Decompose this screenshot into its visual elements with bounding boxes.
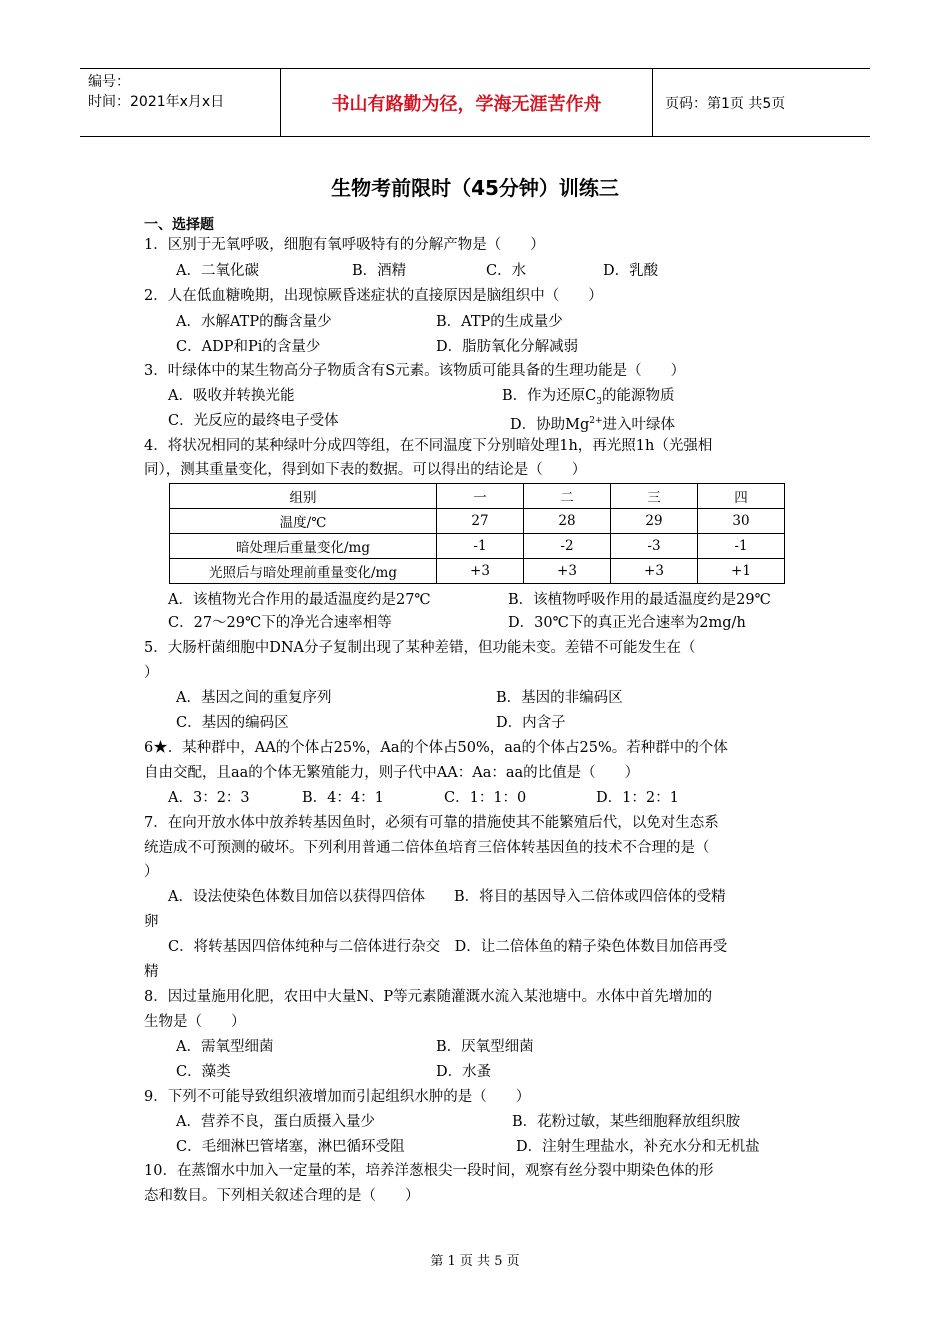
table-header-cell: 组别 (170, 484, 437, 509)
q1-option-d: D．乳酸 (603, 263, 659, 279)
table-cell: -1 (437, 534, 524, 559)
q3-option-c: C．光反应的最终电子受体 (168, 413, 339, 429)
q3-option-a: A．吸收并转换光能 (168, 388, 295, 404)
q4-option-b: B．该植物呼吸作用的最适温度约是29℃ (508, 592, 771, 608)
q6-stem-line2: 自由交配，且aa的个体无繁殖能力，则子代中AA：Aa：aa的比值是（ ） (144, 765, 640, 781)
q5-option-d: D．内含子 (496, 715, 566, 731)
q3-d-pre: D．协助Mg (510, 416, 590, 433)
q4-option-a: A．该植物光合作用的最适温度约是27℃ (168, 592, 431, 608)
q2-option-a: A．水解ATP的酶含量少 (176, 314, 332, 330)
q8-option-b: B．厌氧型细菌 (436, 1039, 534, 1055)
q8-stem-line1: 8．因过量施用化肥，农田中大量N、P等元素随灌溉水流入某池塘中。水体中首先增加的 (144, 989, 713, 1005)
table-cell: 28 (524, 509, 611, 534)
q7-stem-line1: 7．在向开放水体中放养转基因鱼时，必须有可靠的措施使其不能繁殖后代，以免对生态系 (144, 815, 719, 831)
q5-option-a: A．基因之间的重复序列 (176, 690, 332, 706)
q7-options-cd: C．将转基因四倍体纯种与二倍体进行杂交 D．让二倍体鱼的精子染色体数目加倍再受 (168, 939, 728, 955)
q9-option-c: C．毛细淋巴管堵塞，淋巴循环受阻 (176, 1139, 405, 1155)
q7-options-cd-wrap: 精 (144, 964, 159, 980)
section-heading: 一、选择题 (144, 217, 214, 233)
table-cell: +1 (698, 559, 785, 584)
q9-option-b: B．花粉过敏，某些细胞释放组织胺 (512, 1114, 741, 1130)
table-header-cell: 一 (437, 484, 524, 509)
q3-option-b (502, 386, 674, 412)
header-motto: 书山有路勤为径，学海无涯苦作舟 (280, 69, 653, 136)
q1-option-b: B．酒精 (352, 263, 407, 279)
q2-stem: 2．人在低血糖晚期，出现惊厥昏迷症状的直接原因是脑组织中（ ） (144, 288, 603, 304)
q4-stem-line2: 同），测其重量变化，得到如下表的数据。可以得出的结论是（ ） (144, 462, 587, 478)
table-header-row (170, 484, 785, 509)
q6-option-b: B．4：4：1 (302, 790, 384, 806)
q3-b-pre: B．作为还原C (502, 388, 597, 404)
table-cell: -1 (698, 534, 785, 559)
q5-stem-line1: 5．大肠杆菌细胞中DNA分子复制出现了某种差错，但功能未变。差错不可能发生在（ (144, 640, 696, 656)
page-footer: 第 1 页 共 5 页 (430, 1254, 520, 1269)
q2-option-b: B．ATP的生成量少 (436, 314, 563, 330)
table-row (170, 534, 785, 559)
table-cell: 光照后与暗处理前重量变化/mg (170, 559, 437, 584)
q1-stem: 1．区别于无氧呼吸，细胞有氧呼吸特有的分解产物是（ ） (144, 237, 545, 253)
q3-b-post: 的能源物质 (601, 388, 675, 404)
q4-option-c: C．27～29℃下的净光合速率相等 (168, 615, 392, 631)
document-title: 生物考前限时（45分钟）训练三 (331, 176, 619, 200)
q2-option-c: C．ADP和Pi的含量少 (176, 339, 321, 355)
table-cell: -2 (524, 534, 611, 559)
q3-b-sub: 3 (596, 396, 602, 407)
code-label: 编号： (88, 74, 130, 90)
q1-option-c: C．水 (486, 263, 527, 279)
q4-data-table (169, 483, 785, 584)
table-cell: +3 (437, 559, 524, 584)
table-header-cell: 四 (698, 484, 785, 509)
q6-option-a: A．3：2：3 (168, 790, 250, 806)
table-header-cell: 二 (524, 484, 611, 509)
q7-stem-line3: ） (144, 864, 159, 880)
q1-option-a: A．二氧化碳 (176, 263, 259, 279)
table-cell: 暗处理后重量变化/mg (170, 534, 437, 559)
q4-stem-line1: 4．将状况相同的某种绿叶分成四等组，在不同温度下分别暗处理1h，再光照1h（光强相 (144, 438, 713, 454)
table-row (170, 559, 785, 584)
q2-option-d: D．脂肪氧化分解减弱 (436, 339, 579, 355)
header-page-info: 页码：第1页 共5页 (665, 95, 786, 112)
q8-option-a: A．需氧型细菌 (176, 1039, 274, 1055)
q9-stem: 9．下列不可能导致组织液增加而引起组织水肿的是（ ） (144, 1089, 531, 1105)
q9-option-a: A．营养不良，蛋白质摄入量少 (176, 1114, 375, 1130)
table-cell: -3 (611, 534, 698, 559)
table-cell: +3 (524, 559, 611, 584)
q8-stem-line2: 生物是（ ） (144, 1014, 246, 1030)
q5-stem-line2: ） (144, 665, 159, 681)
table-cell: 29 (611, 509, 698, 534)
table-cell: +3 (611, 559, 698, 584)
table-cell: 30 (698, 509, 785, 534)
table-row (170, 509, 785, 534)
table-header-cell: 三 (611, 484, 698, 509)
q6-option-c: C．1：1：0 (444, 790, 527, 806)
table-cell: 温度/℃ (170, 509, 437, 534)
q7-options-ab: A．设法使染色体数目加倍以获得四倍体 B．将目的基因导入二倍体或四倍体的受精 (168, 889, 726, 905)
q10-stem-line1: 10．在蒸馏水中加入一定量的苯，培养洋葱根尖一段时间，观察有丝分裂中期染色体的形 (144, 1163, 714, 1179)
q8-option-d: D．水蚤 (436, 1064, 492, 1080)
q5-option-b: B．基因的非编码区 (496, 690, 623, 706)
q6-stem-line1: 6★．某种群中，AA的个体占25%，Aa的个体占50%，aa的个体占25%。若种群中的个体 (144, 740, 728, 756)
q4-option-d: D．30℃下的真正光合速率为2mg/h (508, 615, 746, 631)
q5-option-c: C．基因的编码区 (176, 715, 289, 731)
page-header (80, 68, 870, 137)
q10-stem-line2: 态和数目。下列相关叙述合理的是（ ） (144, 1188, 420, 1204)
q7-options-ab-wrap: 卵 (144, 914, 159, 930)
table-cell: 27 (437, 509, 524, 534)
time-label: 时间：2021年x月x日 (88, 94, 225, 110)
q9-option-d: D．注射生理盐水，补充水分和无机盐 (516, 1139, 760, 1155)
q7-stem-line2: 统造成不可预测的破坏。下列利用普通二倍体鱼培育三倍体转基因鱼的技术不合理的是（ (144, 840, 710, 856)
q3-d-sup: 2+ (589, 416, 603, 426)
q3-stem: 3．叶绿体中的某生物高分子物质含有S元素。该物质可能具备的生理功能是（ ） (144, 363, 686, 379)
q6-option-d: D．1：2：1 (596, 790, 679, 806)
q8-option-c: C．藻类 (176, 1064, 231, 1080)
q3-option-d (510, 411, 675, 435)
q3-d-post: 进入叶绿体 (602, 416, 676, 433)
header-meta (80, 69, 280, 136)
